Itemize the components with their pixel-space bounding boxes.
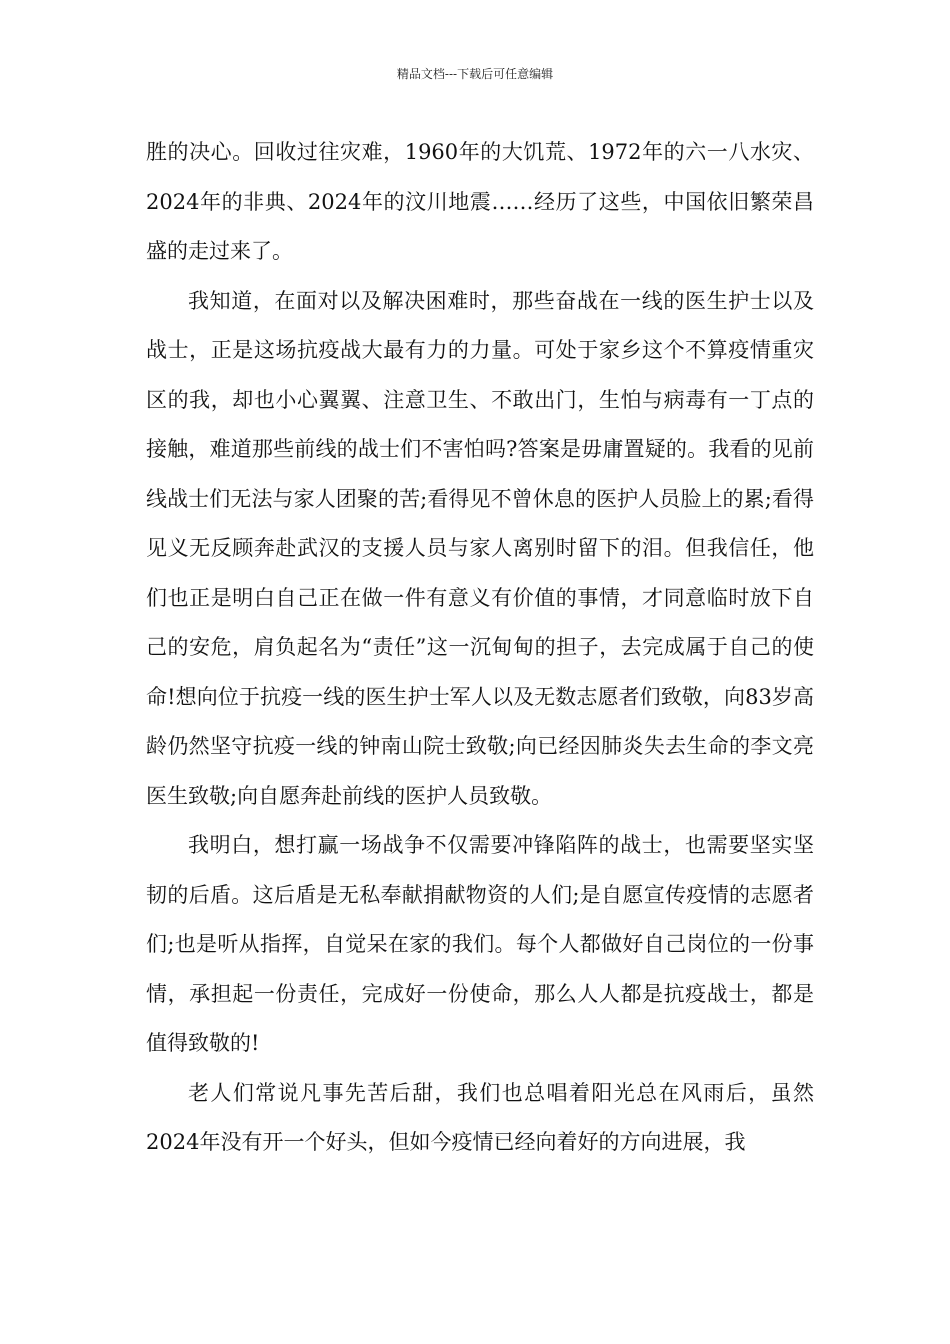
paragraph-3: 我明白，想打赢一场战争不仅需要冲锋陷阵的战士，也需要坚实坚韧的后盾。这后盾是无私奉献捐献物资的人们;是自愿宣传疫情的志愿者们;也是听从指挥，自觉呆在家的我们。每个人都做好自己岗位的一份事情，承担起一份责任，完成好一份使命，那么人人都是抗疫战士，都是值得致敬的! <box>146 833 814 1055</box>
paragraph-1: 胜的决心。回收过往灾难，1960年的大饥荒、1972年的六一八水灾、2024年的非典、2024年的汶川地震……经历了这些，中国依旧繁荣昌盛的走过来了。 <box>146 140 814 263</box>
document-body <box>146 128 814 1168</box>
page-header: 精品文档---下载后可任意编辑 <box>396 67 554 81</box>
paragraph-4: 老人们常说凡事先苦后甜，我们也总唱着阳光总在风雨后，虽然2024年没有开一个好头，但如今疫情已经向着好的方向进展，我 <box>146 1080 814 1154</box>
paragraph-2: 我知道，在面对以及解决困难时，那些奋战在一线的医生护士以及战士，正是这场抗疫战大最有力的力量。可处于家乡这个不算疫情重灾区的我，却也小心翼翼、注意卫生、不敢出门，生怕与病毒有一丁点的接触，难道那些前线的战士们不害怕吗?答案是毋庸置疑的。我看的见前线战士们无法与家人团聚的苦;看得见不曾休息的医护人员脸上的累;看得见义无反顾奔赴武汉的支援人员与家人离别时留下的泪。但我信任，他们也正是明白自己正在做一件有意义有价值的事情，才同意临时放下自己的安危，肩负起名为“责任”这一沉甸甸的担子，去完成属于自己的使命!想向位于抗疫一线的医生护士军人以及无数志愿者们致敬，向83岁高龄仍然坚守抗疫一线的钟南山院士致敬;向已经因肺炎失去生命的李文亮医生致敬;向自愿奔赴前线的医护人员致敬。 <box>146 288 814 808</box>
